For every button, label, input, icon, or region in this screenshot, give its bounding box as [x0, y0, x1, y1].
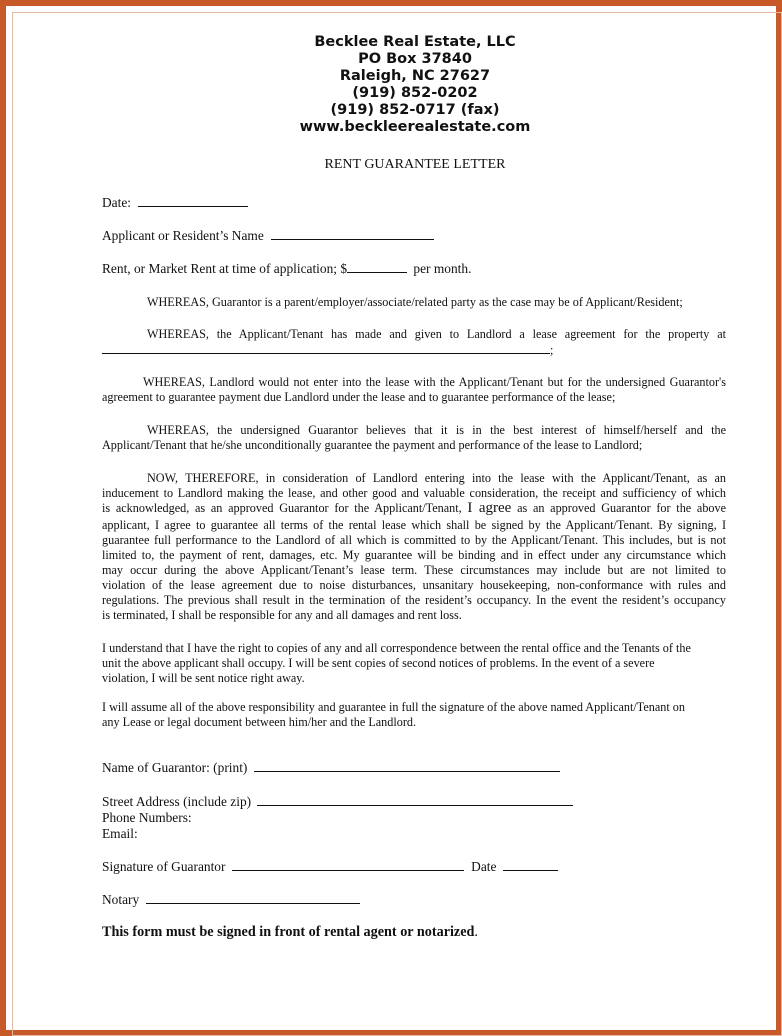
letterhead	[102, 34, 728, 136]
whereas-4-text-1: WHEREAS, the undersigned Guarantor believes that it is in the best interest of himself/herself and the	[147, 423, 726, 437]
i-agree-text: I agree	[467, 500, 512, 516]
email-label: Email:	[102, 826, 138, 841]
footer-note-text: This form must be signed in front of rental agent or notarized	[102, 924, 475, 940]
understand-line-1: I understand that I have the right to copies of any and all correspondence between the rental office and the Tenants of the	[102, 641, 691, 655]
guarantor-name-label: Name of Guarantor: (print)	[102, 760, 248, 775]
signature-field	[102, 859, 558, 874]
street-address-blank[interactable]	[257, 794, 573, 806]
notary-label: Notary	[102, 892, 140, 907]
now-line-6: limited to, the payment of rent, damages, etc. My guarantee will be binding and in effect under any circumstance which	[102, 548, 726, 562]
notary-field	[102, 892, 360, 907]
whereas-3-line1	[102, 375, 726, 390]
document-title: RENT GUARANTEE LETTER	[324, 157, 506, 172]
whereas-3-text-1: WHEREAS, Landlord would not enter into the lease with the Applicant/Tenant but for the undersigned Guarantor's	[143, 375, 726, 389]
footer-note-period: .	[474, 924, 478, 940]
now-line-3	[102, 501, 726, 516]
city-state-zip: Raleigh, NC 27627	[339, 68, 491, 84]
understand-line-3: violation, I will be sent notice right away.	[102, 671, 305, 685]
now-line-10: is terminated, I shall be responsible for any and all damages and rent loss.	[102, 608, 462, 622]
signature-date-blank[interactable]	[503, 859, 558, 871]
signature-label: Signature of Guarantor	[102, 859, 226, 874]
now-text-1: NOW, THEREFORE, in consideration of Landlord entering into the lease with the Applicant/Tenant, as an	[147, 471, 726, 485]
assume-line-1: I will assume all of the above responsibility and guarantee in full the signature of the above named Applicant/Tenant on	[102, 700, 685, 714]
applicant-blank[interactable]	[271, 228, 434, 240]
footer-note	[102, 925, 478, 940]
now-line-2: inducement to Landlord making the lease, and other good and valuable consideration, the receipt and sufficiency of which	[102, 486, 726, 500]
street-address-field	[102, 794, 573, 809]
whereas-2-line1	[102, 327, 726, 342]
rent-suffix: per month.	[413, 261, 472, 276]
po-box: PO Box 37840	[358, 51, 472, 67]
whereas-1: WHEREAS, Guarantor is a parent/employer/associate/related party as the case may be of Applicant/Resident;	[147, 295, 683, 309]
now-line-9: regulations. The previous shall result in the termination of the resident’s occupancy. In the event the resident’s occupancy	[102, 593, 726, 607]
now-line-8: violation of the lease agreement due to noise disturbances, unsanitary housekeeping, non-conformance with rules and	[102, 578, 726, 592]
property-blank[interactable]	[102, 342, 550, 354]
email-field	[102, 826, 138, 841]
date-field	[102, 195, 248, 210]
website: www.beckleerealestate.com	[299, 119, 531, 135]
whereas-2-end: ;	[550, 343, 554, 357]
guarantor-name-field	[102, 760, 560, 775]
whereas-4-line2: Applicant/Tenant that he/she unconditionally guarantee the payment and performance of the lease to Landlord;	[102, 438, 643, 452]
applicant-field	[102, 228, 434, 243]
phone-numbers-label: Phone Numbers:	[102, 810, 192, 825]
date-label: Date:	[102, 195, 131, 210]
rent-label: Rent, or Market Rent at time of application; $	[102, 261, 348, 276]
now-text-3b: as an approved Guarantor for the above	[517, 501, 727, 515]
assume-line-2: any Lease or legal document between him/her and the Landlord.	[102, 715, 417, 729]
whereas-3-line2: agreement to guarantee payment due Landlord under the lease and to guarantee performance of the lease;	[102, 390, 616, 404]
now-line-7: may occur during the above Applicant/Tenant’s lease term. These circumstances may include but are not limited to	[102, 563, 726, 577]
company-name: Becklee Real Estate, LLC	[314, 34, 516, 50]
whereas-2-text: WHEREAS, the Applicant/Tenant has made and given to Landlord a lease agreement for the property at	[147, 327, 726, 341]
rent-field	[102, 261, 471, 276]
applicant-label: Applicant or Resident’s Name	[102, 228, 264, 243]
now-line-4: applicant, I agree to guarantee all terms of the rental lease which shall be signed by the Applicant/Tenant. By signing, I	[102, 518, 726, 532]
whereas-4-line1	[102, 423, 726, 438]
understand-line-2: unit the above applicant shall occupy. I will be sent copies of second notices of problems. In the event of a severe	[102, 656, 655, 670]
fax-number: (919) 852-0717 (fax)	[330, 102, 500, 118]
now-text-3a: is acknowledged, as an approved Guarantor for the Applicant/Tenant,	[102, 501, 462, 515]
phone-number: (919) 852-0202	[352, 85, 478, 101]
rent-blank[interactable]	[347, 261, 407, 273]
now-line-1	[102, 471, 726, 486]
date-blank[interactable]	[138, 195, 248, 207]
notary-blank[interactable]	[146, 892, 360, 904]
signature-blank[interactable]	[232, 859, 464, 871]
street-address-label: Street Address (include zip)	[102, 794, 252, 809]
guarantor-name-blank[interactable]	[254, 760, 560, 772]
whereas-2-line2	[102, 342, 553, 358]
phone-numbers-field	[102, 810, 192, 825]
signature-date-label: Date	[471, 859, 497, 874]
now-line-5: guarantee full performance to the Landlord of all which is committed to by the Applicant/Tenant. This includes, but is not	[102, 533, 726, 547]
